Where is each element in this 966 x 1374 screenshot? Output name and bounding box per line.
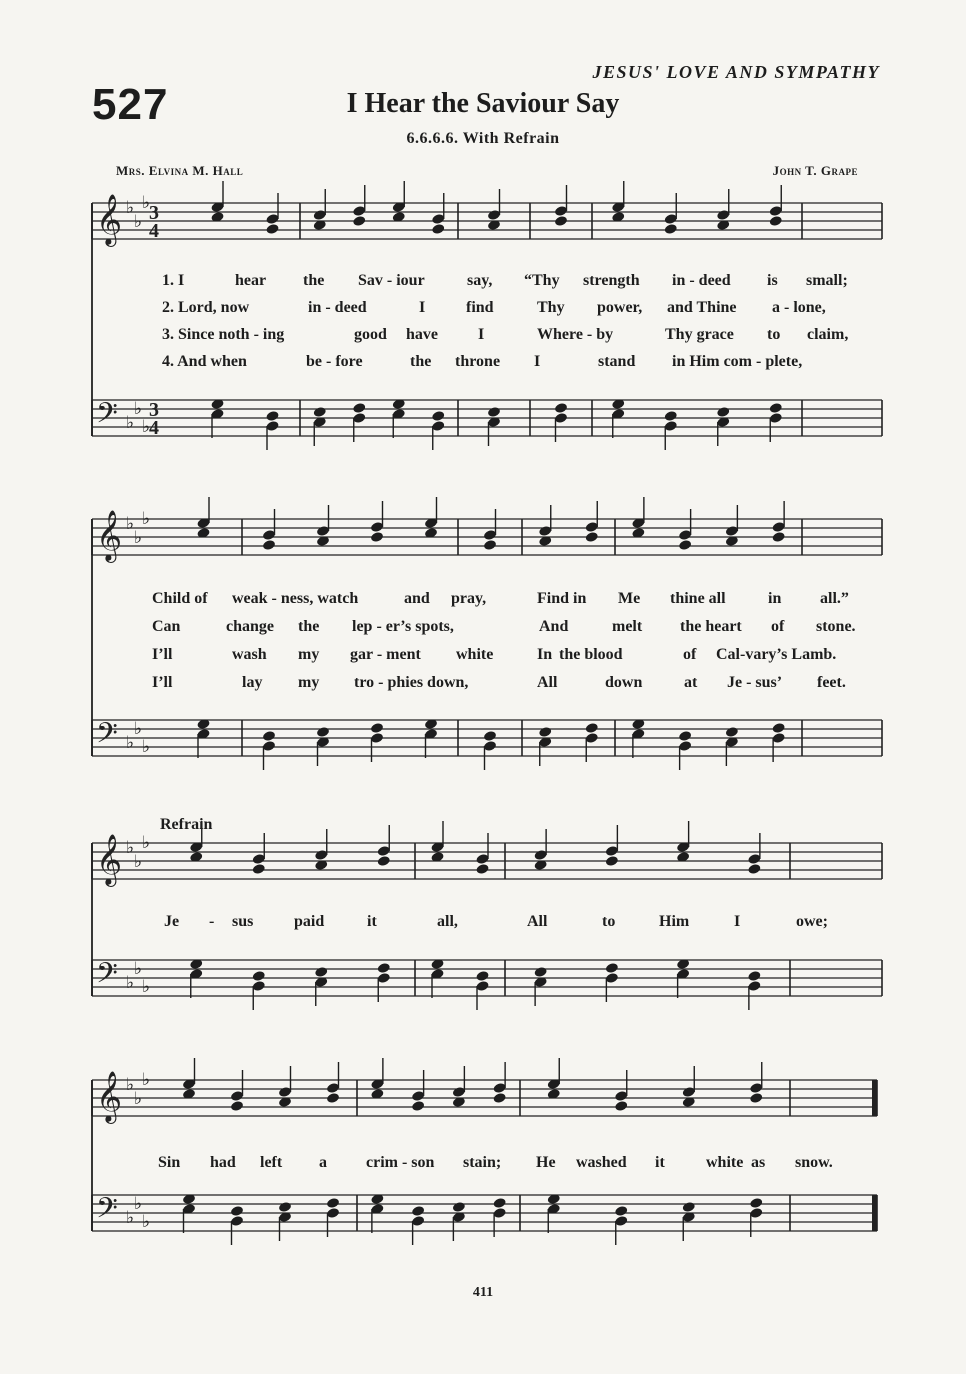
lyric: power, <box>597 299 643 316</box>
svg-text:♭: ♭ <box>134 1089 143 1109</box>
lyric: Him <box>659 913 690 930</box>
svg-text:♭: ♭ <box>134 1194 143 1214</box>
svg-text:♭: ♭ <box>142 737 151 757</box>
lyric: tro - phies down, <box>354 674 469 691</box>
page-number: 411 <box>472 1285 494 1300</box>
lyric: good <box>354 326 387 343</box>
svg-text:♭: ♭ <box>142 1070 151 1090</box>
svg-text:3: 3 <box>149 399 159 421</box>
lyric: had <box>210 1154 236 1171</box>
lyric: Je - sus’ <box>727 674 783 691</box>
lyric: I’ll <box>152 646 173 663</box>
lyric: Me <box>618 590 641 607</box>
lyric: Sav - iour <box>358 272 425 289</box>
svg-text:4: 4 <box>149 220 159 242</box>
svg-text:♭: ♭ <box>134 959 143 979</box>
staff <box>92 717 882 770</box>
lyric: in <box>768 590 782 607</box>
svg-text:♭: ♭ <box>142 417 151 437</box>
refrain-label: Refrain <box>160 816 213 833</box>
svg-text:♭: ♭ <box>142 977 151 997</box>
lyric: I’ll <box>152 674 173 691</box>
lyric: all.” <box>820 590 849 607</box>
svg-text:♭: ♭ <box>134 528 143 548</box>
lyric: Thy grace <box>665 326 734 343</box>
svg-text:♭: ♭ <box>126 1075 135 1095</box>
lyric: it <box>367 913 377 930</box>
lyric: “Thy <box>524 272 560 289</box>
hymn-number: 527 <box>92 80 169 129</box>
lyric: my <box>298 646 320 663</box>
svg-text:♭: ♭ <box>126 973 135 993</box>
lyric: change <box>226 618 274 635</box>
lyric: pray, <box>451 590 487 607</box>
lyric: In <box>537 646 553 663</box>
svg-text:4: 4 <box>149 417 159 439</box>
staff <box>92 957 882 1010</box>
author-credit: Mrs. Elvina M. Hall <box>116 163 244 178</box>
svg-text:♭: ♭ <box>142 193 151 213</box>
lyric: Thy <box>537 299 565 316</box>
lyric: snow. <box>795 1154 833 1171</box>
svg-text:♭: ♭ <box>126 413 135 433</box>
svg-text:♭: ♭ <box>142 509 151 529</box>
staff <box>92 397 882 450</box>
lyric: Where - by <box>537 326 614 343</box>
svg-text:𝄞: 𝄞 <box>96 834 123 885</box>
lyric: stone. <box>816 618 856 635</box>
lyric: throne <box>455 353 501 370</box>
lyric: sus <box>232 913 254 930</box>
lyric: in Him com - plete, <box>672 353 803 370</box>
lyric: left <box>260 1154 283 1171</box>
svg-text:𝄞: 𝄞 <box>96 194 123 245</box>
lyric: Can <box>152 618 181 635</box>
svg-text:♭: ♭ <box>126 838 135 858</box>
lyric: all, <box>437 913 458 930</box>
lyric: and Thine <box>667 299 737 316</box>
svg-text:♭: ♭ <box>134 212 143 232</box>
svg-text:♭: ♭ <box>142 1212 151 1232</box>
svg-text:𝄢: 𝄢 <box>96 957 118 997</box>
lyric: 2. Lord, now <box>162 299 250 316</box>
lyric: and <box>404 590 430 607</box>
staff <box>92 1192 877 1245</box>
lyric: hear <box>235 272 267 289</box>
lyric: Cal-vary’s Lamb. <box>716 646 837 663</box>
lyric: - <box>209 913 215 930</box>
lyric: strength <box>583 272 640 289</box>
lyric: have <box>406 326 438 343</box>
lyric: to <box>767 326 781 343</box>
lyric: wash <box>232 646 267 663</box>
lyric: the <box>298 618 320 635</box>
lyric: And <box>539 618 569 635</box>
hymn-title: I Hear the Saviour Say <box>346 88 620 119</box>
lyric: as <box>751 1154 766 1171</box>
lyric: the <box>410 353 432 370</box>
lyric: I <box>419 299 426 316</box>
lyric: Je <box>164 913 180 930</box>
lyric: 1. I <box>162 272 185 289</box>
lyric: stain; <box>463 1154 502 1171</box>
lyric: a <box>319 1154 327 1171</box>
lyric: it <box>655 1154 665 1171</box>
lyric: the <box>303 272 325 289</box>
lyric: Child of <box>152 590 208 607</box>
lyric: the blood <box>559 646 623 663</box>
lyric: claim, <box>807 326 849 343</box>
lyric: Find in <box>537 590 587 607</box>
lyric: I <box>478 326 485 343</box>
lyric: 4. And when <box>162 353 247 370</box>
svg-text:♭: ♭ <box>134 719 143 739</box>
lyric: lay <box>242 674 263 691</box>
lyric: All <box>537 674 558 691</box>
lyric: of <box>771 618 785 635</box>
lyric: the heart <box>680 618 742 635</box>
lyric: find <box>466 299 494 316</box>
svg-text:♭: ♭ <box>134 852 143 872</box>
svg-text:𝄢: 𝄢 <box>96 397 118 437</box>
meter-line: 6.6.6.6. With Refrain <box>406 130 560 147</box>
lyric: white <box>706 1154 744 1171</box>
lyric: be - fore <box>306 353 363 370</box>
staff <box>92 181 882 247</box>
composer-credit: John T. Grape <box>772 163 858 178</box>
svg-text:♭: ♭ <box>142 833 151 853</box>
lyric: I <box>734 913 741 930</box>
lyric: a - lone, <box>772 299 826 316</box>
svg-text:𝄢: 𝄢 <box>96 717 118 757</box>
staff <box>92 497 882 563</box>
lyric: of <box>683 646 697 663</box>
svg-text:3: 3 <box>149 202 159 224</box>
staff <box>92 1058 877 1124</box>
section-heading: JESUS' LOVE AND SYMPATHY <box>592 62 880 82</box>
lyric: thine all <box>670 590 726 607</box>
lyric: crim - son <box>366 1154 435 1171</box>
svg-text:♭: ♭ <box>126 1208 135 1228</box>
lyric: He <box>536 1154 556 1171</box>
svg-text:𝄞: 𝄞 <box>96 1071 123 1122</box>
lyric: paid <box>294 913 325 930</box>
lyric: in - deed <box>672 272 731 289</box>
svg-text:♭: ♭ <box>126 733 135 753</box>
lyric: feet. <box>817 674 846 691</box>
svg-text:𝄢: 𝄢 <box>96 1192 118 1232</box>
lyric: at <box>684 674 698 691</box>
svg-text:♭: ♭ <box>134 399 143 419</box>
lyric: lep - er’s spots, <box>352 618 454 635</box>
svg-text:♭: ♭ <box>126 198 135 218</box>
lyric: small; <box>806 272 848 289</box>
lyric: I <box>534 353 541 370</box>
lyric: is <box>767 272 778 289</box>
lyric: say, <box>467 272 493 289</box>
lyric: stand <box>598 353 636 370</box>
lyric: gar - ment <box>350 646 421 663</box>
lyric: Sin <box>158 1154 181 1171</box>
lyric: down <box>605 674 643 691</box>
lyric: owe; <box>796 913 828 930</box>
lyric: white <box>456 646 494 663</box>
lyric: melt <box>612 618 643 635</box>
lyric: in - deed <box>308 299 367 316</box>
lyric: my <box>298 674 320 691</box>
lyric: weak - ness, watch <box>232 590 359 607</box>
lyric: to <box>602 913 616 930</box>
svg-text:♭: ♭ <box>126 514 135 534</box>
svg-text:𝄞: 𝄞 <box>96 510 123 561</box>
lyric: washed <box>576 1154 627 1171</box>
lyric: All <box>527 913 548 930</box>
lyric: 3. Since noth - ing <box>162 326 285 343</box>
